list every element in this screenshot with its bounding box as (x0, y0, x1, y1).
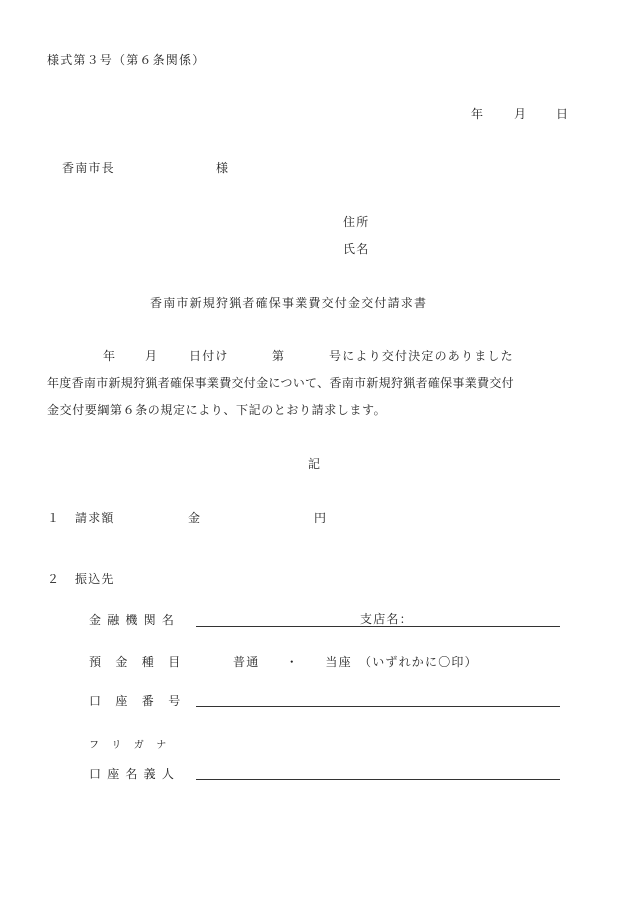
item2-label: 振込先 (75, 572, 115, 586)
addressee-name: 香南市長 (62, 161, 115, 175)
account-holder-line (196, 779, 560, 780)
body-line1-suffix: 号により交付決定のありました (329, 349, 514, 363)
body-day-ref: 日付け (189, 349, 229, 363)
date-day-label: 日 (556, 107, 570, 121)
body-no-prefix: 第 (272, 349, 286, 363)
deposit-type-label: 預 金 種 目 (89, 655, 182, 669)
date-month-label: 月 (514, 107, 528, 121)
item2-number: ２ (47, 572, 61, 586)
body-line2: 年度香南市新規狩猟者確保事業費交付金について、香南市新規狩猟者確保事業費交付 (47, 376, 514, 390)
branch-name-label: 支店名： (360, 612, 413, 626)
account-number-line (196, 706, 560, 707)
form-number: 様式第３号（第６条関係） (47, 53, 206, 67)
bank-name-label: 金 融 機 関 名 (89, 613, 176, 627)
body-month: 月 (145, 349, 159, 363)
account-number-label: 口 座 番 号 (89, 694, 182, 708)
account-holder-label: 口 座 名 義 人 (89, 767, 176, 781)
item1-kin: 金 (188, 511, 202, 525)
item1-number: １ (47, 511, 61, 525)
date-year-label: 年 (471, 107, 485, 121)
addressee-honorific: 様 (216, 161, 230, 175)
deposit-type-options: 普通 ・ 当座 （いずれかに〇印） (233, 655, 478, 669)
body-line3: 金交付要綱第６条の規定により、下記のとおり請求します。 (47, 403, 387, 417)
furigana-label: フ リ ガ ナ (89, 740, 168, 751)
address-label: 住所 (343, 215, 370, 229)
bank-name-line (196, 626, 560, 627)
ki-heading: 記 (308, 457, 322, 471)
name-label: 氏名 (343, 242, 370, 256)
document-title: 香南市新規狩猟者確保事業費交付金交付請求書 (150, 296, 428, 310)
item1-yen: 円 (314, 511, 328, 525)
item1-label: 請求額 (75, 511, 115, 525)
body-year: 年 (103, 349, 117, 363)
